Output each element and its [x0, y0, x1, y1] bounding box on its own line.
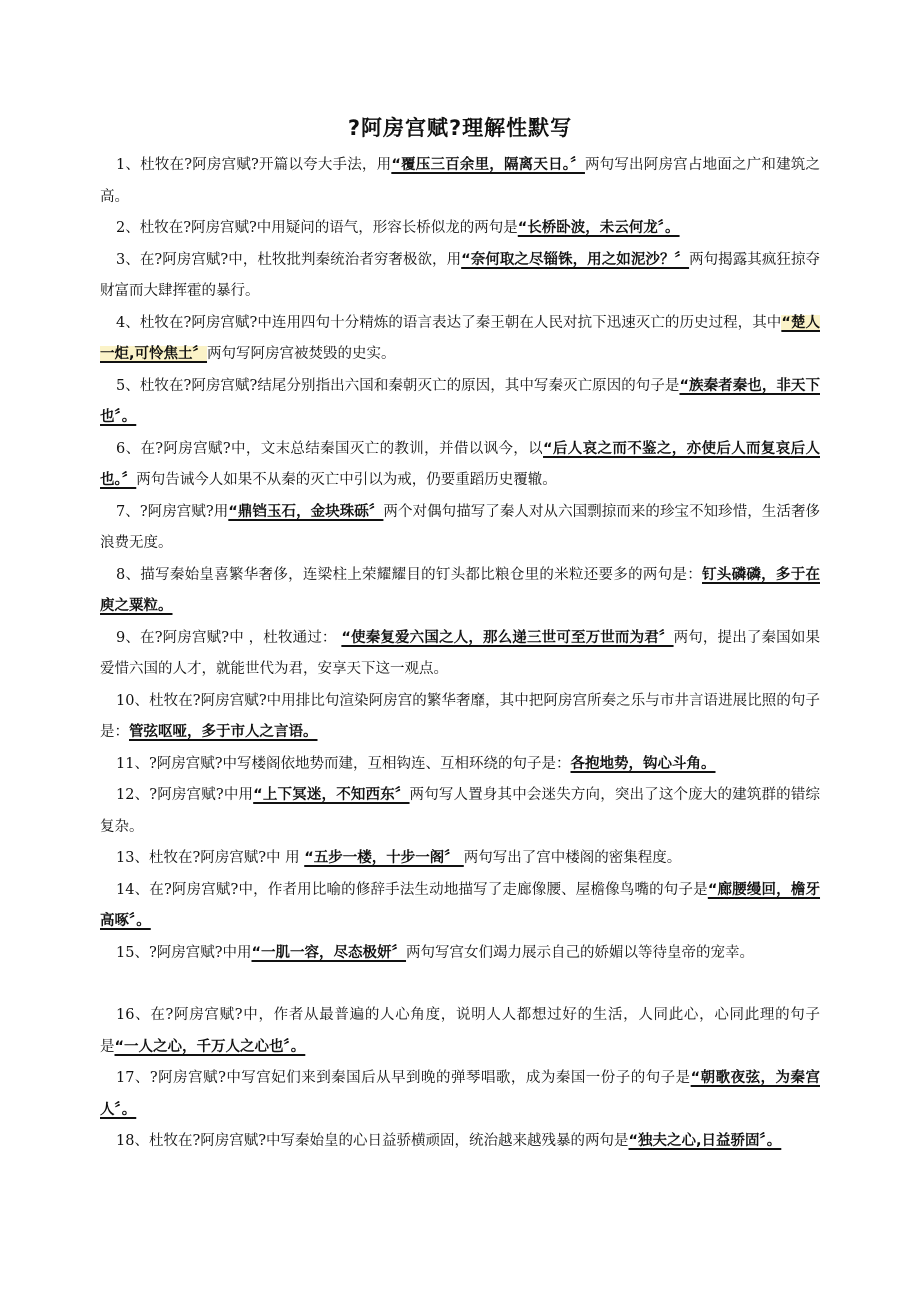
question-item: [100, 560, 820, 623]
question-text: 两句，提出了秦国如果爱惜六国的人才，就能世代为君，安享天下这一观点。: [100, 629, 820, 677]
question-text: 3、在?阿房宫赋?中，杜牧批判秦统治者穷奢极欲，用: [116, 251, 462, 268]
answer-text: 钉头磷磷，多于在庾之粟粒。: [100, 566, 820, 614]
question-item: [100, 213, 820, 245]
question-item: [100, 150, 820, 213]
question-item: [100, 497, 820, 560]
answer-text: “五步一楼，十步一阁〞: [304, 850, 464, 866]
answer-text: “后人哀之而不鉴之，亦使后人而复哀后人也。〞: [100, 440, 820, 488]
question-text: 10、杜牧在?阿房宫赋?中用排比句渲染阿房宫的繁华奢靡，其中把阿房宫所奏之乐与市井言语进展比照的句子是：: [100, 692, 820, 740]
answer-text: “上下冥迷，不知西东〞: [253, 787, 410, 803]
question-text: 16、在?阿房宫赋?中，作者从最普遍的人心角度，说明人人都想过好的生活，人同此心，心同此理的句子是: [100, 1007, 820, 1055]
answer-text: “一肌一容，尽态极妍〞: [251, 944, 407, 961]
answer-text: “独夫之心,日益骄固〞。: [628, 1133, 782, 1149]
question-text: 14、在?阿房宫赋?中，作者用比喻的修辞手法生动地描写了走廊像腰、屋檐像鸟嘴的句子是: [116, 881, 708, 898]
question-list: [100, 150, 820, 1158]
question-item: [100, 371, 820, 434]
question-item: [100, 875, 820, 938]
question-item: [100, 938, 820, 970]
answer-text: “一人之心，千万人之心也〞。: [114, 1038, 306, 1055]
answer-text: “族秦者秦也，非天下也〞。: [100, 377, 820, 425]
question-text: 5、杜牧在?阿房宫赋?结尾分别指出六国和秦朝灭亡的原因，其中写秦灭亡原因的句子是: [116, 377, 680, 394]
question-item: [100, 749, 820, 781]
answer-text: “使秦复爱六国之人，那么递三世可至万世而为君〞: [341, 629, 674, 646]
question-item: [100, 780, 820, 843]
question-text: 2、杜牧在?阿房宫赋?中用疑问的语气，形容长桥似龙的两句是: [116, 220, 518, 236]
answer-text: 管弦呕哑，多于市人之言语。: [129, 724, 318, 740]
question-text: 两句写人置身其中会迷失方向，突出了这个庞大的建筑群的错综复杂。: [100, 787, 821, 835]
answer-text: 各抱地势，钩心斗角。: [570, 755, 716, 772]
question-item: [100, 843, 820, 875]
question-text: 两句写阿房宫被焚毁的史实。: [207, 346, 396, 362]
answer-text: “覆压三百余里，隔离天日。〞: [391, 157, 585, 173]
question-text: 1、杜牧在?阿房宫赋?开篇以夸大手法，用: [116, 157, 392, 173]
question-item: [100, 1063, 820, 1126]
question-text: 13、杜牧在?阿房宫赋?中 用: [116, 850, 305, 866]
question-item: [100, 1126, 820, 1158]
question-text: 两句揭露其疯狂掠夺财富而大肆挥霍的暴行。: [100, 251, 821, 299]
question-text: 18、杜牧在?阿房宫赋?中写秦始皇的心日益骄横顽固，统治越来越残暴的两句是: [116, 1133, 629, 1149]
question-text: 6、在?阿房宫赋?中，文末总结秦国灭亡的教训，并借以讽今，以: [116, 440, 544, 457]
question-text: 4、杜牧在?阿房宫赋?中连用四句十分精炼的语言表达了秦王朝在人民对抗下迅速灭亡的历史过程，其中: [116, 314, 782, 331]
page-title: ?阿房宫赋?理解性默写: [347, 116, 573, 140]
answer-text: “朝歌夜弦，为秦宫人〞。: [100, 1070, 820, 1118]
question-item: [100, 434, 820, 497]
question-item: [100, 245, 820, 308]
question-text: 两个对偶句描写了秦人对从六国剽掠而来的珍宝不知珍惜，生活奢侈浪费无度。: [100, 503, 821, 551]
question-text: 8、描写秦始皇喜繁华奢侈，连梁柱上荣耀耀目的钉头都比粮仓里的米粒还要多的两句是：: [116, 566, 703, 583]
question-text: 15、?阿房宫赋?中用: [116, 944, 252, 961]
question-item: [100, 1000, 820, 1063]
answer-text: “奈何取之尽锱铢，用之如泥沙？〞: [461, 251, 690, 268]
answer-text: “鼎铛玉石，金块珠砾〞: [228, 503, 384, 520]
question-text: 7、?阿房宫赋?用: [116, 503, 229, 520]
question-text: 9、在?阿房宫赋?中 ，杜牧通过：: [116, 629, 342, 646]
question-text: 两句告诫今人如果不从秦的灭亡中引以为戒，仍要重蹈历史覆辙。: [136, 472, 557, 488]
question-text: 两句写出阿房宫占地面之广和建筑之高。: [100, 157, 820, 205]
answer-text: “廊腰缦回，檐牙高啄〞。: [100, 881, 821, 929]
question-text: 12、?阿房宫赋?中用: [116, 787, 254, 803]
answer-text: “长桥卧波，未云何龙〞。: [517, 220, 680, 236]
question-item: [100, 623, 820, 686]
question-text: 两句写宫女们竭力展示自己的娇媚以等待皇帝的宠幸。: [406, 944, 755, 961]
question-text: 17、?阿房宫赋?中写宫妃们来到秦国后从早到晚的弹琴唱歌，成为秦国一份子的句子是: [116, 1070, 691, 1086]
question-text: 两句写出了宫中楼阁的密集程度。: [463, 850, 682, 866]
question-item: [100, 308, 820, 371]
answer-text: “楚人一炬,可怜焦土〞: [100, 314, 820, 362]
question-text: 11、?阿房宫赋?中写楼阁依地势而建，互相钩连、互相环绕的句子是：: [116, 755, 571, 772]
question-item: [100, 686, 820, 749]
